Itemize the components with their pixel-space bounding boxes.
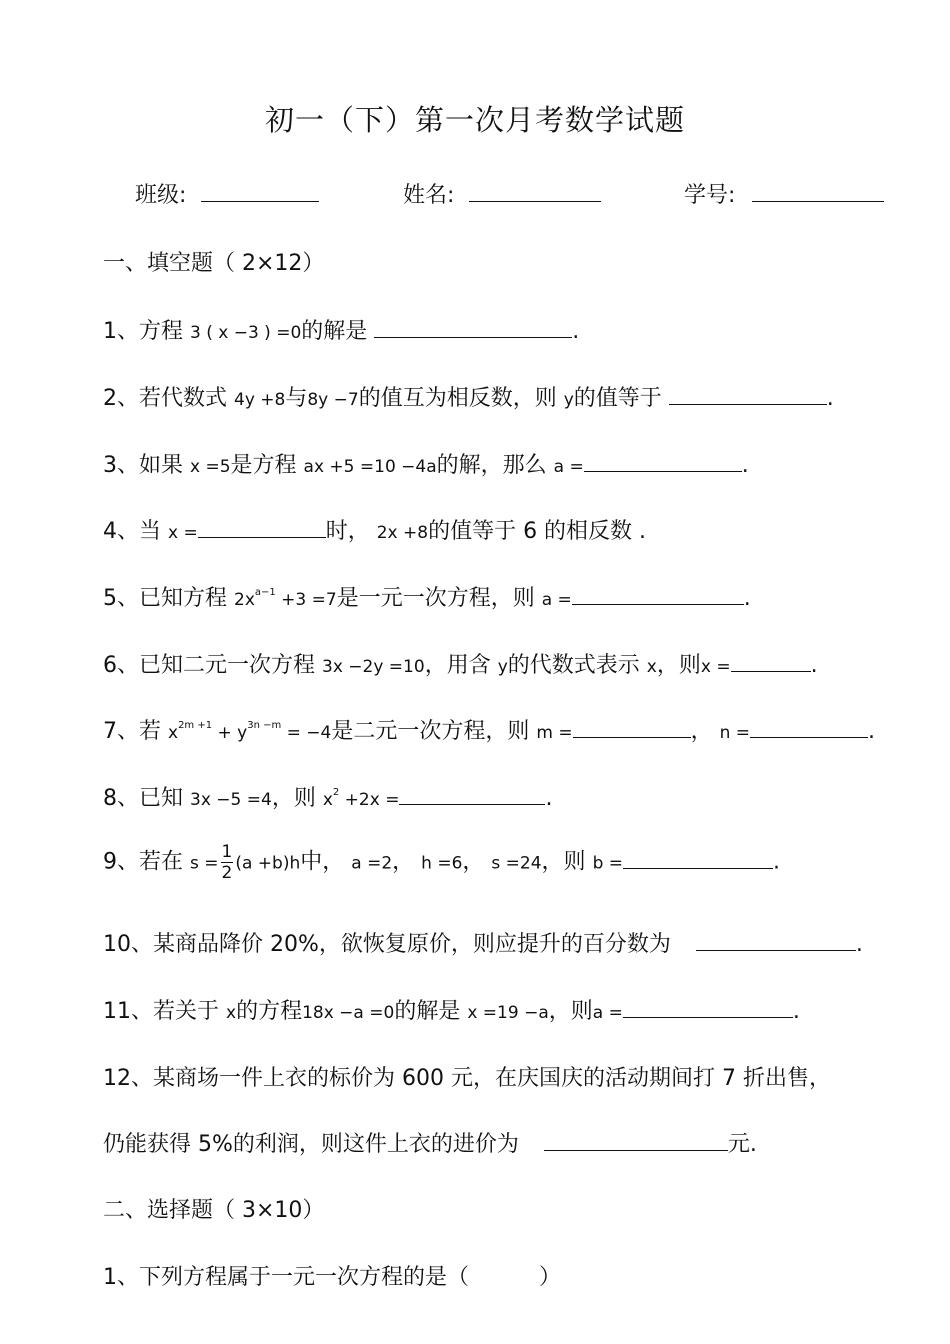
question-9: 9、若在 s = $\frac{1}{2}$ (a +b)h中， a =2， h =6， s =24，则 b = . [103, 842, 781, 883]
id-label: 学号: [684, 183, 736, 208]
q6-answer-blank[interactable] [731, 649, 811, 672]
id-blank[interactable] [752, 179, 884, 202]
fraction-one-half: $\frac{1}{2}$ [221, 842, 233, 883]
mc-question-1: 1、下列方程属于一元一次方程的是（ ） [103, 1265, 562, 1290]
question-2: 2、若代数式 4y +8与8y −7的值互为相反数，则 y的值等于 . [103, 381, 834, 412]
name-field [403, 178, 601, 209]
q11-answer-blank[interactable] [623, 995, 793, 1018]
q2-answer-blank[interactable] [669, 382, 827, 405]
name-label: 姓名: [403, 183, 455, 208]
id-field [684, 178, 884, 209]
question-10: 10、某商品降价 20%，欲恢复原价，则应提升的百分数为 . [103, 927, 863, 958]
class-label: 班级: [135, 183, 187, 208]
question-5: 5、已知方程 $2x^{a-1} +3 =7$是一元一次方程，则 a = . [103, 581, 751, 612]
section1-heading: 一、填空题（ 2×12） [103, 251, 325, 276]
question-11: 11、若关于 x的方程18x −a =0的解是 x =19 −a，则a = . [103, 994, 800, 1025]
q3-answer-blank[interactable] [584, 449, 742, 472]
q1-answer-blank[interactable] [374, 315, 572, 338]
question-3: 3、如果 x =5是方程 ax +5 =10 −4a的解，那么 a = . [103, 448, 749, 479]
question-8: 8、已知 3x −5 =4，则 $x^2 +2x$ = . [103, 781, 552, 812]
class-blank[interactable] [201, 179, 319, 202]
q9-answer-blank[interactable] [623, 846, 773, 869]
question-7: 7、若 $x^{2m +1} + y^{3n -m} = -4$是二元一次方程，则 m = ， n = . [103, 714, 875, 745]
question-4: 4、当 x = 时， 2x +8的值等于 6 的相反数 . [103, 514, 646, 545]
q4-answer-blank[interactable] [198, 515, 326, 538]
q10-answer-blank[interactable] [696, 928, 856, 951]
q7-n-blank[interactable] [750, 715, 868, 738]
question-12-line1: 12、某商场一件上衣的标价为 600 元，在庆国庆的活动期间打 7 折出售， [103, 1066, 831, 1091]
class-field [135, 178, 319, 209]
section2-heading: 二、选择题（ 3×10） [103, 1198, 325, 1223]
question-12-line2: 仍能获得 5%的利润，则这件上衣的进价为 元. [103, 1127, 757, 1158]
page-title: 初一（下）第一次月考数学试题 [264, 103, 685, 137]
q12-answer-blank[interactable] [544, 1128, 728, 1151]
question-1: 1、方程 3 ( x −3 ) =0的解是 . [103, 314, 579, 345]
q5-answer-blank[interactable] [572, 582, 744, 605]
q7-m-blank[interactable] [573, 715, 691, 738]
q8-answer-blank[interactable] [399, 782, 545, 805]
name-blank[interactable] [469, 179, 601, 202]
q1-expression: 3 ( x −3 ) =0 [190, 323, 302, 343]
question-6: 6、已知二元一次方程 3x −2y =10，用含 y的代数式表示 x，则x = . [103, 648, 818, 679]
